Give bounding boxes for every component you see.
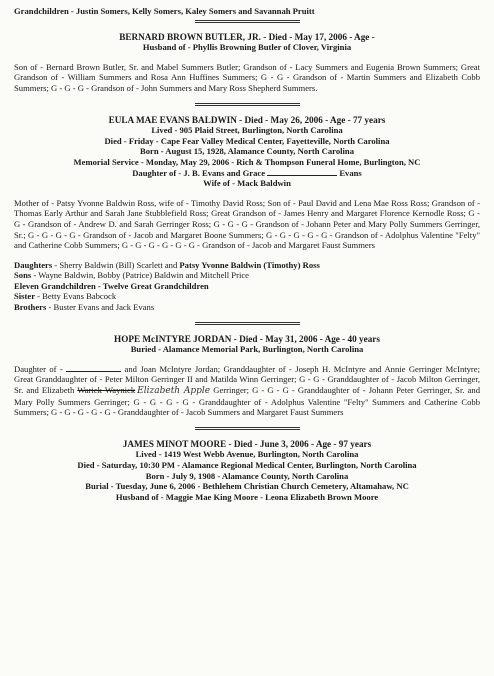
section-divider bbox=[195, 427, 300, 430]
moore-husband-of: Husband of - Maggie Mae King Moore - Leona Elizabeth Brown Moore bbox=[115, 491, 379, 502]
jordan-header: HOPE McINTYRE JORDAN - Died - May 31, 2006 - Age - 40 years bbox=[114, 333, 380, 344]
daughters-bold: Patsy Yvonne Baldwin (Timothy) Ross bbox=[179, 259, 320, 270]
blank-line bbox=[267, 168, 337, 176]
grandchildren-line: Grandchildren - Justin Somers, Kelly Somers, Kaley Somers and Savannah Pruitt bbox=[14, 6, 315, 16]
obituary-moore bbox=[14, 439, 480, 503]
baldwin-memorial: Memorial Service - Monday, May 29, 2006 - Rich & Thompson Funeral Home, Burlington, NC bbox=[73, 156, 421, 167]
obituary-baldwin bbox=[14, 115, 480, 313]
jordan-genealogy bbox=[14, 364, 480, 418]
baldwin-header: EULA MAE EVANS BALDWIN - Died - May 26, 2006 - Age - 77 years bbox=[108, 114, 386, 125]
moore-born: Born - July 9, 1908 - Alamance County, North Carolina bbox=[145, 470, 349, 481]
baldwin-daughter-of bbox=[14, 168, 480, 179]
daughters-label: Daughters bbox=[14, 259, 53, 270]
butler-header: BERNARD BROWN BUTLER, JR. - Died - May 17, 2006 - Age - bbox=[119, 31, 375, 42]
obituary-butler bbox=[14, 32, 480, 94]
section-divider bbox=[195, 103, 300, 106]
struck-name: Warick Waynick bbox=[77, 385, 136, 396]
brothers-label: Brothers bbox=[14, 302, 47, 313]
moore-header: JAMES MINOT MOORE - Died - June 3, 2006 - Age - 97 years bbox=[122, 438, 372, 449]
sister-label: Sister bbox=[14, 291, 36, 302]
section-divider bbox=[195, 322, 300, 325]
moore-lived: Lived - 1419 West Webb Avenue, Burlington, North Carolina bbox=[135, 449, 359, 460]
baldwin-brothers bbox=[14, 302, 480, 313]
jordan-para-a: and Joan McIntyre Jordan; Granddaughter of - Joseph H. McIntyre and Annie Gerringer McIntyre; Great Granddaughter of - Peter Milton Gerringer II and Matilda Winn Gerringer; G - G - Granddaughter of - Jacob Milton Gerringer, Sr. and Elizabeth bbox=[14, 363, 480, 396]
butler-genealogy: Son of - Bernard Brown Butler, Sr. and Mabel Summers Butler; Grandson of - Lacy Summers and Eugenia Brown Summers; Great Grandson of - William Summers and Rosa Ann Huffines Summers; G - G - Grandson of - Martin Summers and Elizabeth Cobb Summers; G - G - G - Grandson of - John Summers and Mary Ross Shepherd Summers. bbox=[14, 61, 480, 93]
moore-burial: Burial - Tuesday, June 6, 2006 - Bethlehem Christian Church Cemetery, Altamahaw, NC bbox=[85, 481, 409, 492]
baldwin-sister bbox=[14, 291, 480, 302]
baldwin-wife-of: Wife of - Mack Baldwin bbox=[203, 178, 291, 189]
obituary-jordan bbox=[14, 334, 480, 418]
jordan-para-start: Daughter of - bbox=[14, 363, 67, 374]
moore-died: Died - Saturday, 10:30 PM - Alamance Regional Medical Center, Burlington, North Carolina bbox=[77, 460, 417, 470]
butler-spouse: Husband of - Phyllis Browning Butler of Clover, Virginia bbox=[142, 42, 352, 53]
brothers-text: - Buster Evans and Jack Evans bbox=[46, 302, 155, 313]
handwritten-correction: Elizabeth Apple bbox=[137, 386, 211, 397]
jordan-para-b: Gerringer; G - G - G - Granddaughter of - Johann Peter Gerringer, Sr. and Mary Polly Summers Gerringer; G - G - G - G - Granddaughter of - Adolphus Valentine "Felty" Summers and Catherine Cobb Summers; G - G - G - G - G - Granddaughter of - Jacob Summers and Margaret Faust Summers bbox=[14, 385, 480, 418]
baldwin-died: Died - Friday - Cape Fear Valley Medical Center, Fayetteville, North Carolina bbox=[104, 135, 390, 146]
daughters-text: - Sherry Baldwin (Bill) Scarlett and bbox=[52, 259, 180, 270]
baldwin-daughters bbox=[14, 260, 480, 271]
sister-text: - Betty Evans Babcock bbox=[35, 291, 117, 302]
section-divider bbox=[195, 20, 300, 23]
baldwin-lived: Lived - 905 Plaid Street, Burlington, North Carolina bbox=[151, 125, 343, 136]
jordan-buried: Buried - Alamance Memorial Park, Burlington, North Carolina bbox=[130, 344, 364, 355]
baldwin-genealogy: Mother of - Patsy Yvonne Baldwin Ross, wife of - Timothy David Ross; Son of - Paul David and Lena Mae Ross Ross; Grandson of - Thomas Early Arthur and Sarah Jane Stubblefield Ross; Great Grandson of - James Henry and Margaret Florence Kernodle Ross; G - G - Grandson of - Andrew D. and Sarah Gerringer Ross; G - G - G - Grandson of - Johann Peter and Mary Polly Summers Gerringer, Sr.; G - G - G - G - Grandson of - Jacob and Margaret Boone Summers; G - G - G - G - G - Grandson of - Adolphus Valentine "Felty" and Catherine Cobb Summers; G - G - G - G - G - G - Grandson of - Jacob and Margaret Faust Summers bbox=[14, 197, 480, 251]
sons-label: Sons bbox=[14, 270, 32, 281]
sons-text: - Wayne Baldwin, Bobby (Patrice) Baldwin and Mitchell Price bbox=[31, 270, 249, 281]
blank-line bbox=[66, 364, 121, 372]
baldwin-daughter-of-surname: Evans bbox=[339, 167, 362, 178]
baldwin-grandchildren: Eleven Grandchildren - Twelve Great Grandchildren bbox=[14, 280, 209, 291]
baldwin-born: Born - August 15, 1928, Alamance County, North Carolina bbox=[140, 146, 354, 157]
baldwin-sons bbox=[14, 270, 480, 281]
baldwin-daughter-of-text: Daughter of - J. B. Evans and Grace bbox=[132, 167, 266, 178]
